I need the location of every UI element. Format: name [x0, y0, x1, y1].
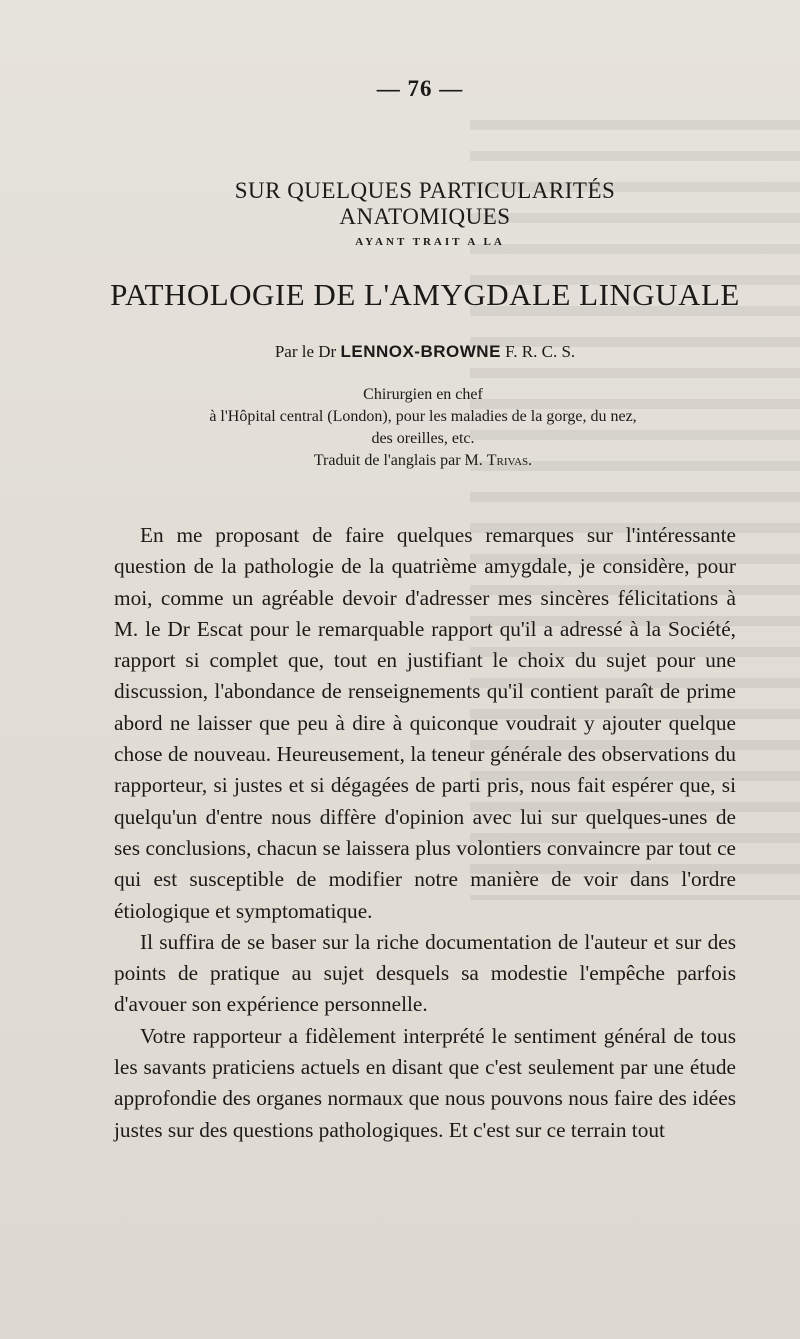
body-text — [114, 520, 736, 1146]
title-line-1: SUR QUELQUES PARTICULARITÉS ANATOMIQUES — [234, 178, 616, 229]
author-role: Chirurgien en chef — [363, 386, 483, 403]
author-name: LENNOX-BROWNE — [340, 342, 501, 361]
author-credits — [120, 384, 726, 472]
paragraph-2: Il suffira de se baser sur la riche documentation de l'auteur et sur des points de pratique au sujet desquels sa modestie l'empêche parfois d'avouer son expérience personnelle. — [114, 929, 736, 1017]
translation-prefix: Traduit de l'anglais par M. — [313, 452, 483, 469]
byline-prefix: Par le Dr — [274, 342, 337, 361]
paragraph-1: En me proposant de faire quelques remarques sur l'intéressante question de la pathologie de la quatrième amygdale, je considère, pour moi, comme un agréable devoir d'adresser mes sincères félicitations à M. le Dr Escat pour le remarquable rapport qu'il a adressé à la Société, rapport si complet que, tout en justifiant le choix du sujet pour une discussion, l'abondance de renseignements qu'il contient paraît de prime abord ne laisser que peu à dire à quiconque voudrait y ajouter quelque chose de nouveau. Heureusement, la teneur générale des observations du rapporteur, si justes et si dégagées de parti pris, nous fait espérer que, si quelqu'un d'entre nous diffère d'opinion avec lui sur quelques-unes de ses conclusions, chacun se laissera plus volontiers convaincre par tout ce qui est susceptible de modifier notre manière de voir dans l'ordre étiologique et symptomatique. — [114, 523, 736, 923]
page-number: — 76 — — [376, 76, 464, 101]
article-title: PATHOLOGIE DE L'AMYGDALE LINGUALE — [110, 277, 740, 312]
title-line-2: AYANT TRAIT A LA — [355, 236, 505, 248]
author-credentials: F. R. C. S. — [505, 342, 576, 361]
translator-name: Trivas. — [486, 452, 533, 469]
paragraph-3: Votre rapporteur a fidèlement interprété le sentiment général de tous les savants praticiens actuels en disant que c'est seulement par une étude approfondie des organes normaux que nous pouvons nous faire des idées justes sur des questions pathologiques. Et c'est sur ce terrain tout — [114, 1023, 736, 1142]
translation-credit — [120, 450, 726, 472]
author-institution: à l'Hôpital central (London), pour les maladies de la gorge, du nez, — [209, 408, 637, 425]
author-institution-cont: des oreilles, etc. — [371, 430, 475, 447]
byline — [130, 342, 720, 362]
